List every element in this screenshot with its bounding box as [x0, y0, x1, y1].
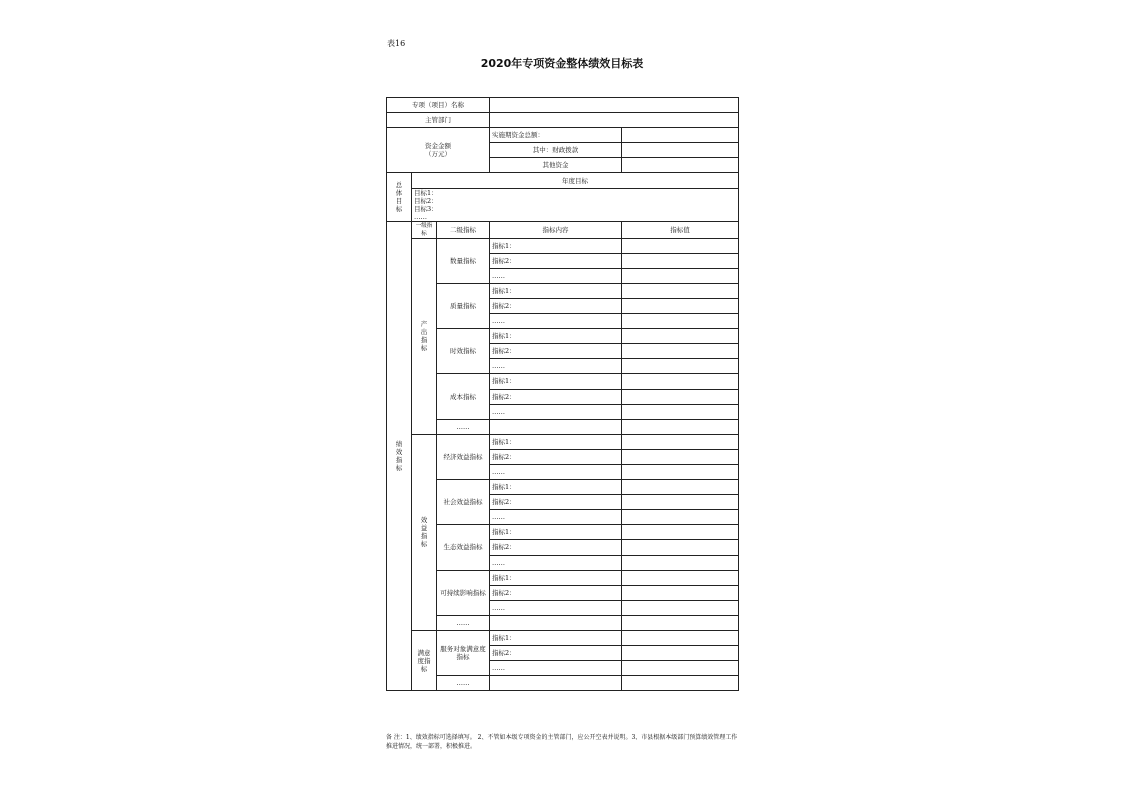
- service-satisfaction-indicator: 服务对象满意度指标: [437, 631, 490, 676]
- indicator-item[interactable]: [490, 615, 622, 630]
- total-funds-value[interactable]: [622, 128, 739, 143]
- indicator-value[interactable]: [622, 404, 739, 419]
- indicator-item: 指标1：: [490, 434, 622, 449]
- indicator-item: 指标1：: [490, 570, 622, 585]
- indicator-value[interactable]: [622, 585, 739, 600]
- indicator-value[interactable]: [622, 253, 739, 268]
- col-header-level1: 一级指标: [412, 221, 437, 238]
- footnote: 备 注：1、绩效指标可选择填写。 2、不管如本级专项资金的主管部门，应公开空表并说明。3、市县根据本级部门预算绩效管理工作推进情况，统一部署，积极推进。: [386, 734, 738, 750]
- quality-indicator: 质量指标: [437, 283, 490, 328]
- indicator-value[interactable]: [622, 631, 739, 646]
- benefit-indicators-label: 效 益 指 标: [412, 434, 437, 630]
- social-benefit-indicator: 社会效益指标: [437, 480, 490, 525]
- indicator-value[interactable]: [622, 389, 739, 404]
- indicator-value[interactable]: [622, 495, 739, 510]
- indicator-value[interactable]: [622, 449, 739, 464]
- goal-list[interactable]: 目标1： 目标2： 目标3： ……: [412, 188, 739, 221]
- project-name-value[interactable]: [490, 98, 739, 113]
- output-indicators-label: 产 出 指 标: [412, 238, 437, 434]
- indicator-item: 指标2：: [490, 253, 622, 268]
- indicator-value[interactable]: [622, 419, 739, 434]
- other-funds-label: 其他资金: [490, 158, 622, 173]
- indicator-item: 指标1：: [490, 283, 622, 298]
- indicator-item[interactable]: [490, 419, 622, 434]
- indicator-value[interactable]: [622, 434, 739, 449]
- indicator-item: ……: [490, 314, 622, 329]
- dept-value[interactable]: [490, 113, 739, 128]
- benefit-more-indicator: ……: [437, 615, 490, 630]
- indicator-item: ……: [490, 600, 622, 615]
- indicator-value[interactable]: [622, 525, 739, 540]
- indicator-item: 指标2：: [490, 389, 622, 404]
- indicator-item: 指标2：: [490, 495, 622, 510]
- indicator-item: ……: [490, 464, 622, 479]
- dept-label: 主管部门: [387, 113, 490, 128]
- indicator-value[interactable]: [622, 464, 739, 479]
- indicator-item: 指标1：: [490, 374, 622, 389]
- satisfaction-indicators-label: 满意 度指 标: [412, 631, 437, 691]
- satisfaction-more-indicator: ……: [437, 676, 490, 691]
- indicator-value[interactable]: [622, 676, 739, 691]
- timeliness-indicator: 时效指标: [437, 329, 490, 374]
- fiscal-funds-label: 其中：财政拨款: [490, 143, 622, 158]
- indicator-item: 指标1：: [490, 525, 622, 540]
- indicator-value[interactable]: [622, 268, 739, 283]
- indicator-item[interactable]: [490, 676, 622, 691]
- indicator-item: ……: [490, 661, 622, 676]
- indicator-value[interactable]: [622, 238, 739, 253]
- quantity-indicator: 数量指标: [437, 238, 490, 283]
- indicator-value[interactable]: [622, 329, 739, 344]
- project-name-label: 专项（项目）名称: [387, 98, 490, 113]
- table-number-label: 表16: [387, 39, 406, 48]
- indicator-value[interactable]: [622, 510, 739, 525]
- indicator-value[interactable]: [622, 359, 739, 374]
- document-title: 2020年专项资金整体绩效目标表: [480, 57, 644, 70]
- cost-indicator: 成本指标: [437, 374, 490, 419]
- indicator-value[interactable]: [622, 661, 739, 676]
- indicator-item: 指标2：: [490, 449, 622, 464]
- indicator-item: 指标1：: [490, 238, 622, 253]
- indicator-item: ……: [490, 359, 622, 374]
- indicator-value[interactable]: [622, 344, 739, 359]
- indicator-value[interactable]: [622, 555, 739, 570]
- output-more-indicator: ……: [437, 419, 490, 434]
- economic-benefit-indicator: 经济效益指标: [437, 434, 490, 479]
- fiscal-funds-value[interactable]: [622, 143, 739, 158]
- indicator-value[interactable]: [622, 570, 739, 585]
- col-header-content: 指标内容: [490, 221, 622, 238]
- indicator-value[interactable]: [622, 314, 739, 329]
- indicator-value[interactable]: [622, 298, 739, 313]
- indicator-item: 指标2：: [490, 585, 622, 600]
- perf-indicators-label: 绩 效 指 标: [387, 221, 412, 691]
- indicator-item: ……: [490, 404, 622, 419]
- col-header-value: 指标值: [622, 221, 739, 238]
- col-header-level2: 二级指标: [437, 221, 490, 238]
- indicator-value[interactable]: [622, 646, 739, 661]
- other-funds-value[interactable]: [622, 158, 739, 173]
- indicator-item: ……: [490, 268, 622, 283]
- annual-goal-header: 年度目标: [412, 173, 739, 188]
- indicator-item: 指标2：: [490, 344, 622, 359]
- indicator-item: 指标2：: [490, 298, 622, 313]
- sustainable-impact-indicator: 可持续影响指标: [437, 570, 490, 615]
- funds-label: 资金金额 （万元）: [387, 128, 490, 173]
- performance-target-form: [386, 97, 739, 691]
- overall-goals-label: 总 体 目 标: [387, 173, 412, 221]
- indicator-item: ……: [490, 555, 622, 570]
- indicator-value[interactable]: [622, 600, 739, 615]
- ecological-benefit-indicator: 生态效益指标: [437, 525, 490, 570]
- indicator-item: 指标2：: [490, 540, 622, 555]
- indicator-item: 指标1：: [490, 631, 622, 646]
- indicator-value[interactable]: [622, 283, 739, 298]
- indicator-item: 指标1：: [490, 480, 622, 495]
- indicator-value[interactable]: [622, 480, 739, 495]
- indicator-value[interactable]: [622, 615, 739, 630]
- indicator-item: ……: [490, 510, 622, 525]
- indicator-value[interactable]: [622, 540, 739, 555]
- indicator-value[interactable]: [622, 374, 739, 389]
- indicator-item: 指标2：: [490, 646, 622, 661]
- indicator-item: 指标1：: [490, 329, 622, 344]
- total-funds-label: 实施期资金总额：: [490, 128, 622, 143]
